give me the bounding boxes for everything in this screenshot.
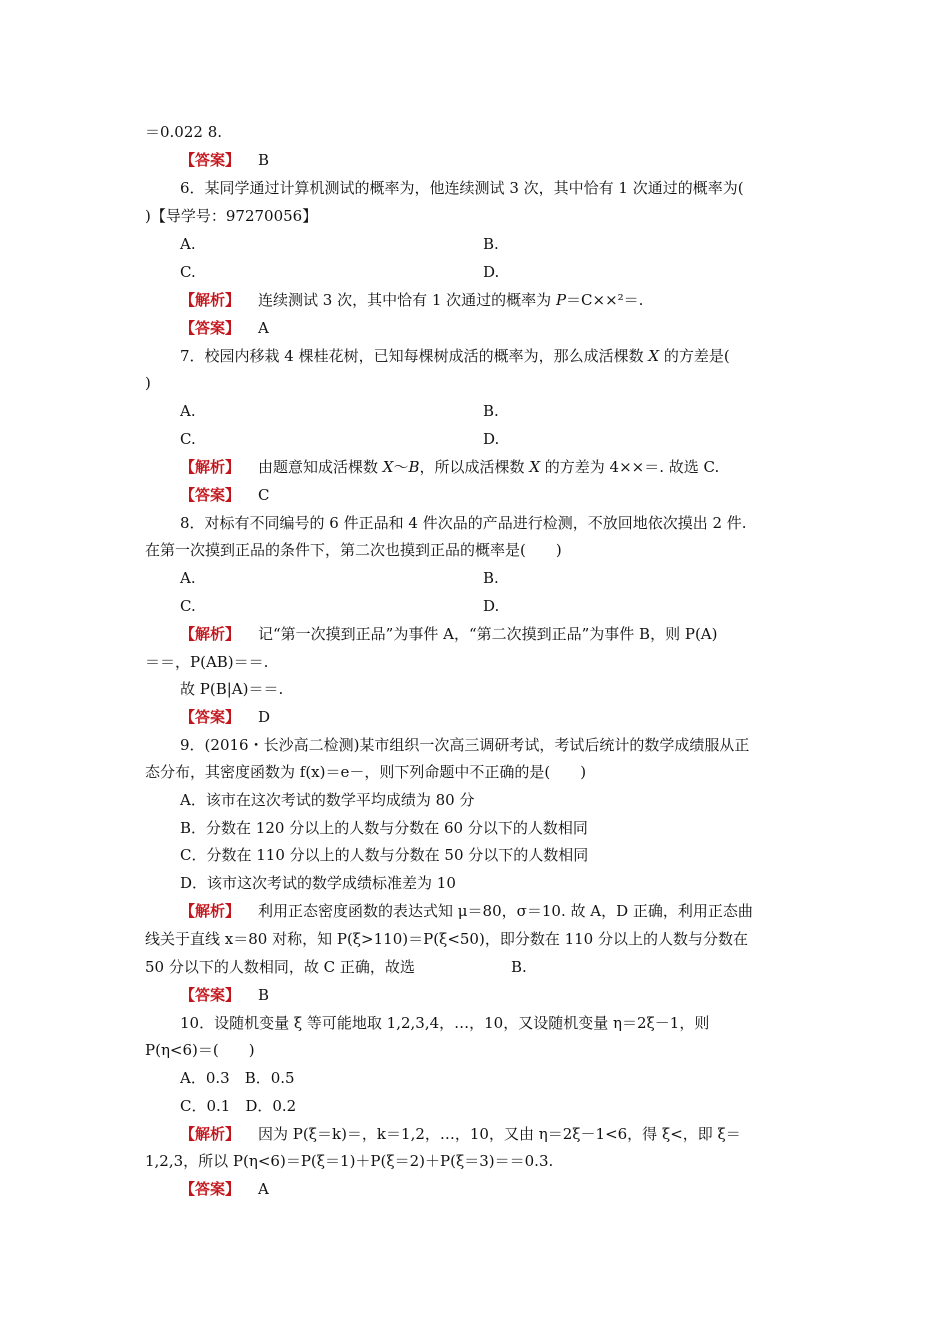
q10-analysis-cont: 1,2,3，所以 P(η<6)＝P(ξ＝1)＋P(ξ＝2)＋P(ξ＝3)＝＝0.3. xyxy=(145,1152,554,1170)
q8-analysis-text: 记“第一次摸到正品”为事件 A，“第二次摸到正品”为事件 B，则 P(A) xyxy=(258,625,718,643)
analysis-label: 【解析】 xyxy=(180,458,241,476)
answer-label: 【答案】 xyxy=(180,486,241,504)
q9-analysis-end: 50 分以下的人数相同，故 C 正确，故选 xyxy=(145,958,415,976)
q7-analysis xyxy=(180,457,719,477)
q10-options-cd: C．0.1 D．0.2 xyxy=(180,1097,297,1115)
q9-analysis-text: 利用正态密度函数的表达式知 μ＝80，σ＝10. 故 A，D 正确，利用正态曲 xyxy=(258,902,753,920)
analysis-label: 【解析】 xyxy=(180,291,241,309)
q8-option-c: C. xyxy=(180,597,196,615)
q6-analysis xyxy=(180,290,643,310)
q6-option-a: A. xyxy=(180,235,196,253)
question-6-stem: 6．某同学通过计算机测试的概率为，他连续测试 3 次，其中恰有 1 次通过的概率为( xyxy=(180,179,744,197)
q10-analysis xyxy=(180,1124,741,1144)
q9-analysis-choice: B. xyxy=(511,958,527,976)
q7-stem-text: 7．校园内移栽 4 棵桂花树，已知每棵树成活的概率为，那么成活棵数 xyxy=(180,347,649,365)
q7-stem-text-end: 的方差是( xyxy=(659,347,730,365)
q6-analysis-formula: ＝C××²＝. xyxy=(566,291,644,309)
q6-analysis-var: P xyxy=(555,291,567,309)
answer-row-7 xyxy=(180,485,270,505)
answer-row-6 xyxy=(180,318,269,338)
analysis-label: 【解析】 xyxy=(180,625,241,643)
q7-option-c: C. xyxy=(180,430,196,448)
answer-value: C xyxy=(258,486,270,504)
q7-analysis-var2: X xyxy=(529,458,540,476)
answer-row-9 xyxy=(180,985,269,1005)
answer-value: A xyxy=(258,1180,269,1198)
q7-option-b: B. xyxy=(483,402,499,420)
q9-option-b: B．分数在 120 分以上的人数与分数在 60 分以下的人数相同 xyxy=(180,819,588,837)
answer-value: D xyxy=(258,708,271,726)
q9-option-c: C．分数在 110 分以上的人数与分数在 50 分以下的人数相同 xyxy=(180,846,589,864)
q9-option-d: D．该市这次考试的数学成绩标准差为 10 xyxy=(180,874,456,892)
answer-value: A xyxy=(258,319,269,337)
q7-analysis-text2: ，所以成活棵数 xyxy=(419,458,530,476)
q8-analysis xyxy=(180,624,717,644)
q7-analysis-tilde: ～ xyxy=(393,458,409,476)
answer-label: 【答案】 xyxy=(180,708,241,726)
answer-label: 【答案】 xyxy=(180,986,241,1004)
question-9-stem-cont: 态分布，其密度函数为 f(x)＝e－，则下列命题中不正确的是( ) xyxy=(145,763,587,781)
prev-analysis-tail: ＝0.022 8. xyxy=(145,123,223,141)
answer-label: 【答案】 xyxy=(180,319,241,337)
answer-row-5 xyxy=(180,150,269,170)
q8-analysis-cont: ＝＝，P(AB)＝＝. xyxy=(145,653,269,671)
answer-row-10 xyxy=(180,1179,269,1199)
q7-stem-var: X xyxy=(648,347,660,365)
q8-analysis-conclusion: 故 P(B|A)＝＝. xyxy=(180,680,284,698)
question-8-stem: 8．对标有不同编号的 6 件正品和 4 件次品的产品进行检测，不放回地依次摸出 2 件. xyxy=(180,514,747,532)
question-7-stem xyxy=(180,346,730,366)
answer-label: 【答案】 xyxy=(180,151,241,169)
question-9-stem: 9．(2016・长沙高二检测)某市组织一次高三调研考试，考试后统计的数学成绩服从正 xyxy=(180,736,750,754)
q6-option-b: B. xyxy=(483,235,499,253)
q7-option-a: A. xyxy=(180,402,196,420)
q7-analysis-text: 由题意知成活棵数 xyxy=(258,458,383,476)
q7-analysis-var: X xyxy=(382,458,394,476)
q7-option-d: D. xyxy=(483,430,500,448)
question-8-stem-cont: 在第一次摸到正品的条件下，第二次也摸到正品的概率是( ) xyxy=(145,541,562,559)
q9-option-a: A．该市在这次考试的数学平均成绩为 80 分 xyxy=(180,791,475,809)
question-6-stem-cont: )【导学号：97270056】 xyxy=(145,207,318,225)
answer-label: 【答案】 xyxy=(180,1180,241,1198)
q7-analysis-text3: 的方差为 4××＝. 故选 C. xyxy=(540,458,720,476)
q8-option-d: D. xyxy=(483,597,500,615)
q8-option-b: B. xyxy=(483,569,499,587)
answer-value: B xyxy=(258,986,270,1004)
question-10-stem-cont: P(η<6)＝( ) xyxy=(145,1041,255,1059)
question-10-stem: 10．设随机变量 ξ 等可能地取 1,2,3,4，…，10，又设随机变量 η＝2ξ－1，则 xyxy=(180,1014,710,1032)
q10-analysis-text: 因为 P(ξ＝k)＝，k＝1,2，…，10，又由 η＝2ξ－1<6，得 ξ<，即 ξ＝ xyxy=(258,1125,741,1143)
answer-row-8 xyxy=(180,707,270,727)
analysis-label: 【解析】 xyxy=(180,1125,241,1143)
q10-options-ab: A．0.3 B．0.5 xyxy=(180,1069,295,1087)
answer-value: B xyxy=(258,151,270,169)
q9-analysis-cont: 线关于直线 x＝80 对称，知 P(ξ>110)＝P(ξ<50)，即分数在 110 分以上的人数与分数在 xyxy=(145,930,748,948)
q6-option-d: D. xyxy=(483,263,500,281)
analysis-label: 【解析】 xyxy=(180,902,241,920)
q9-analysis xyxy=(180,901,753,921)
q7-analysis-dist: B xyxy=(408,458,420,476)
q6-analysis-text: 连续测试 3 次，其中恰有 1 次通过的概率为 xyxy=(258,291,556,309)
q8-option-a: A. xyxy=(180,569,196,587)
q6-option-c: C. xyxy=(180,263,196,281)
question-7-stem-cont: ) xyxy=(145,374,151,392)
